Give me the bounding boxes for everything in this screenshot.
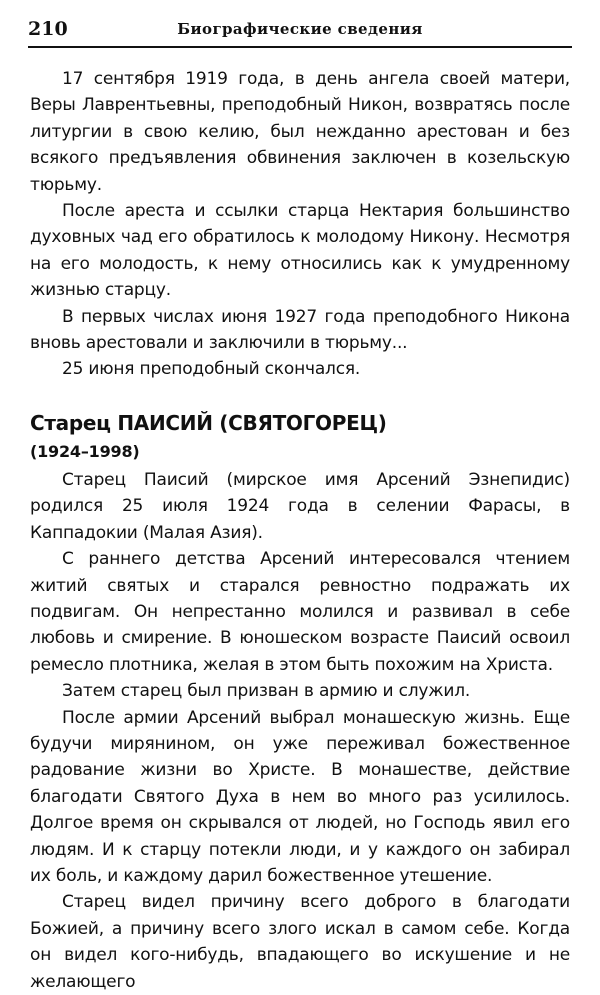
- body-text: [30, 66, 570, 995]
- paragraph: 25 июня преподобный скончался.: [62, 359, 361, 380]
- section-title: Старец ПАИСИЙ (СВЯТОГОРЕЦ): [30, 410, 387, 435]
- page-header: [28, 16, 572, 48]
- page-number: 210: [28, 18, 68, 40]
- paragraph: В первых числах июня 1927 года преподобного Никона вновь арестовали и заключили в тюрьму...: [30, 306, 570, 354]
- paragraph: Старец Паисий (мирское имя Арсений Эзнепидис) родился 25 июля 1924 года в селении Фарасы, в Каппадокии (Малая Азия).: [30, 469, 570, 543]
- paragraph: С раннего детства Арсений интересовался чтением житий святых и старался ревностно подражать их подвигам. Он непрестанно молился и развивал в себе любовь и смирение. В юношеском возрасте Паисий освоил ремесло плотника, желая в этом быть похожим на Христа.: [30, 549, 570, 675]
- paragraph: После армии Арсений выбрал монашескую жизнь. Еще будучи мирянином, он уже переживал божественное радование жизни во Христе. В монашестве, действие благодати Святого Духа в нем во много раз усилилось. Долгое время он скрывался от людей, но Господь явил его людям. И к старцу потекли люди, и у каждого он забирал их боль, и каждому дарил божественное утешение.: [30, 707, 570, 886]
- section-dates: (1924–1998): [30, 441, 140, 461]
- paragraph: Затем старец был призван в армию и служил.: [62, 681, 471, 702]
- paragraph: После ареста и ссылки старца Нектария большинство духовных чад его обратилось к молодому Никону. Несмотря на его молодость, к нему относились как к умудренному жизнью старцу.: [30, 201, 570, 301]
- paragraph: Старец видел причину всего доброго в благодати Божией, а причину всего злого искал в самом себе. Когда он видел кого-нибудь, впадающего во искушение и не желающего: [30, 892, 570, 992]
- running-title: Биографические сведения: [177, 20, 423, 38]
- paragraph: 17 сентября 1919 года, в день ангела своей матери, Веры Лаврентьевны, преподобный Никон, возвратясь после литургии в свою келию, был нежданно арестован и без всякого предъявления обвинения заключен в козельскую тюрьму.: [30, 69, 570, 195]
